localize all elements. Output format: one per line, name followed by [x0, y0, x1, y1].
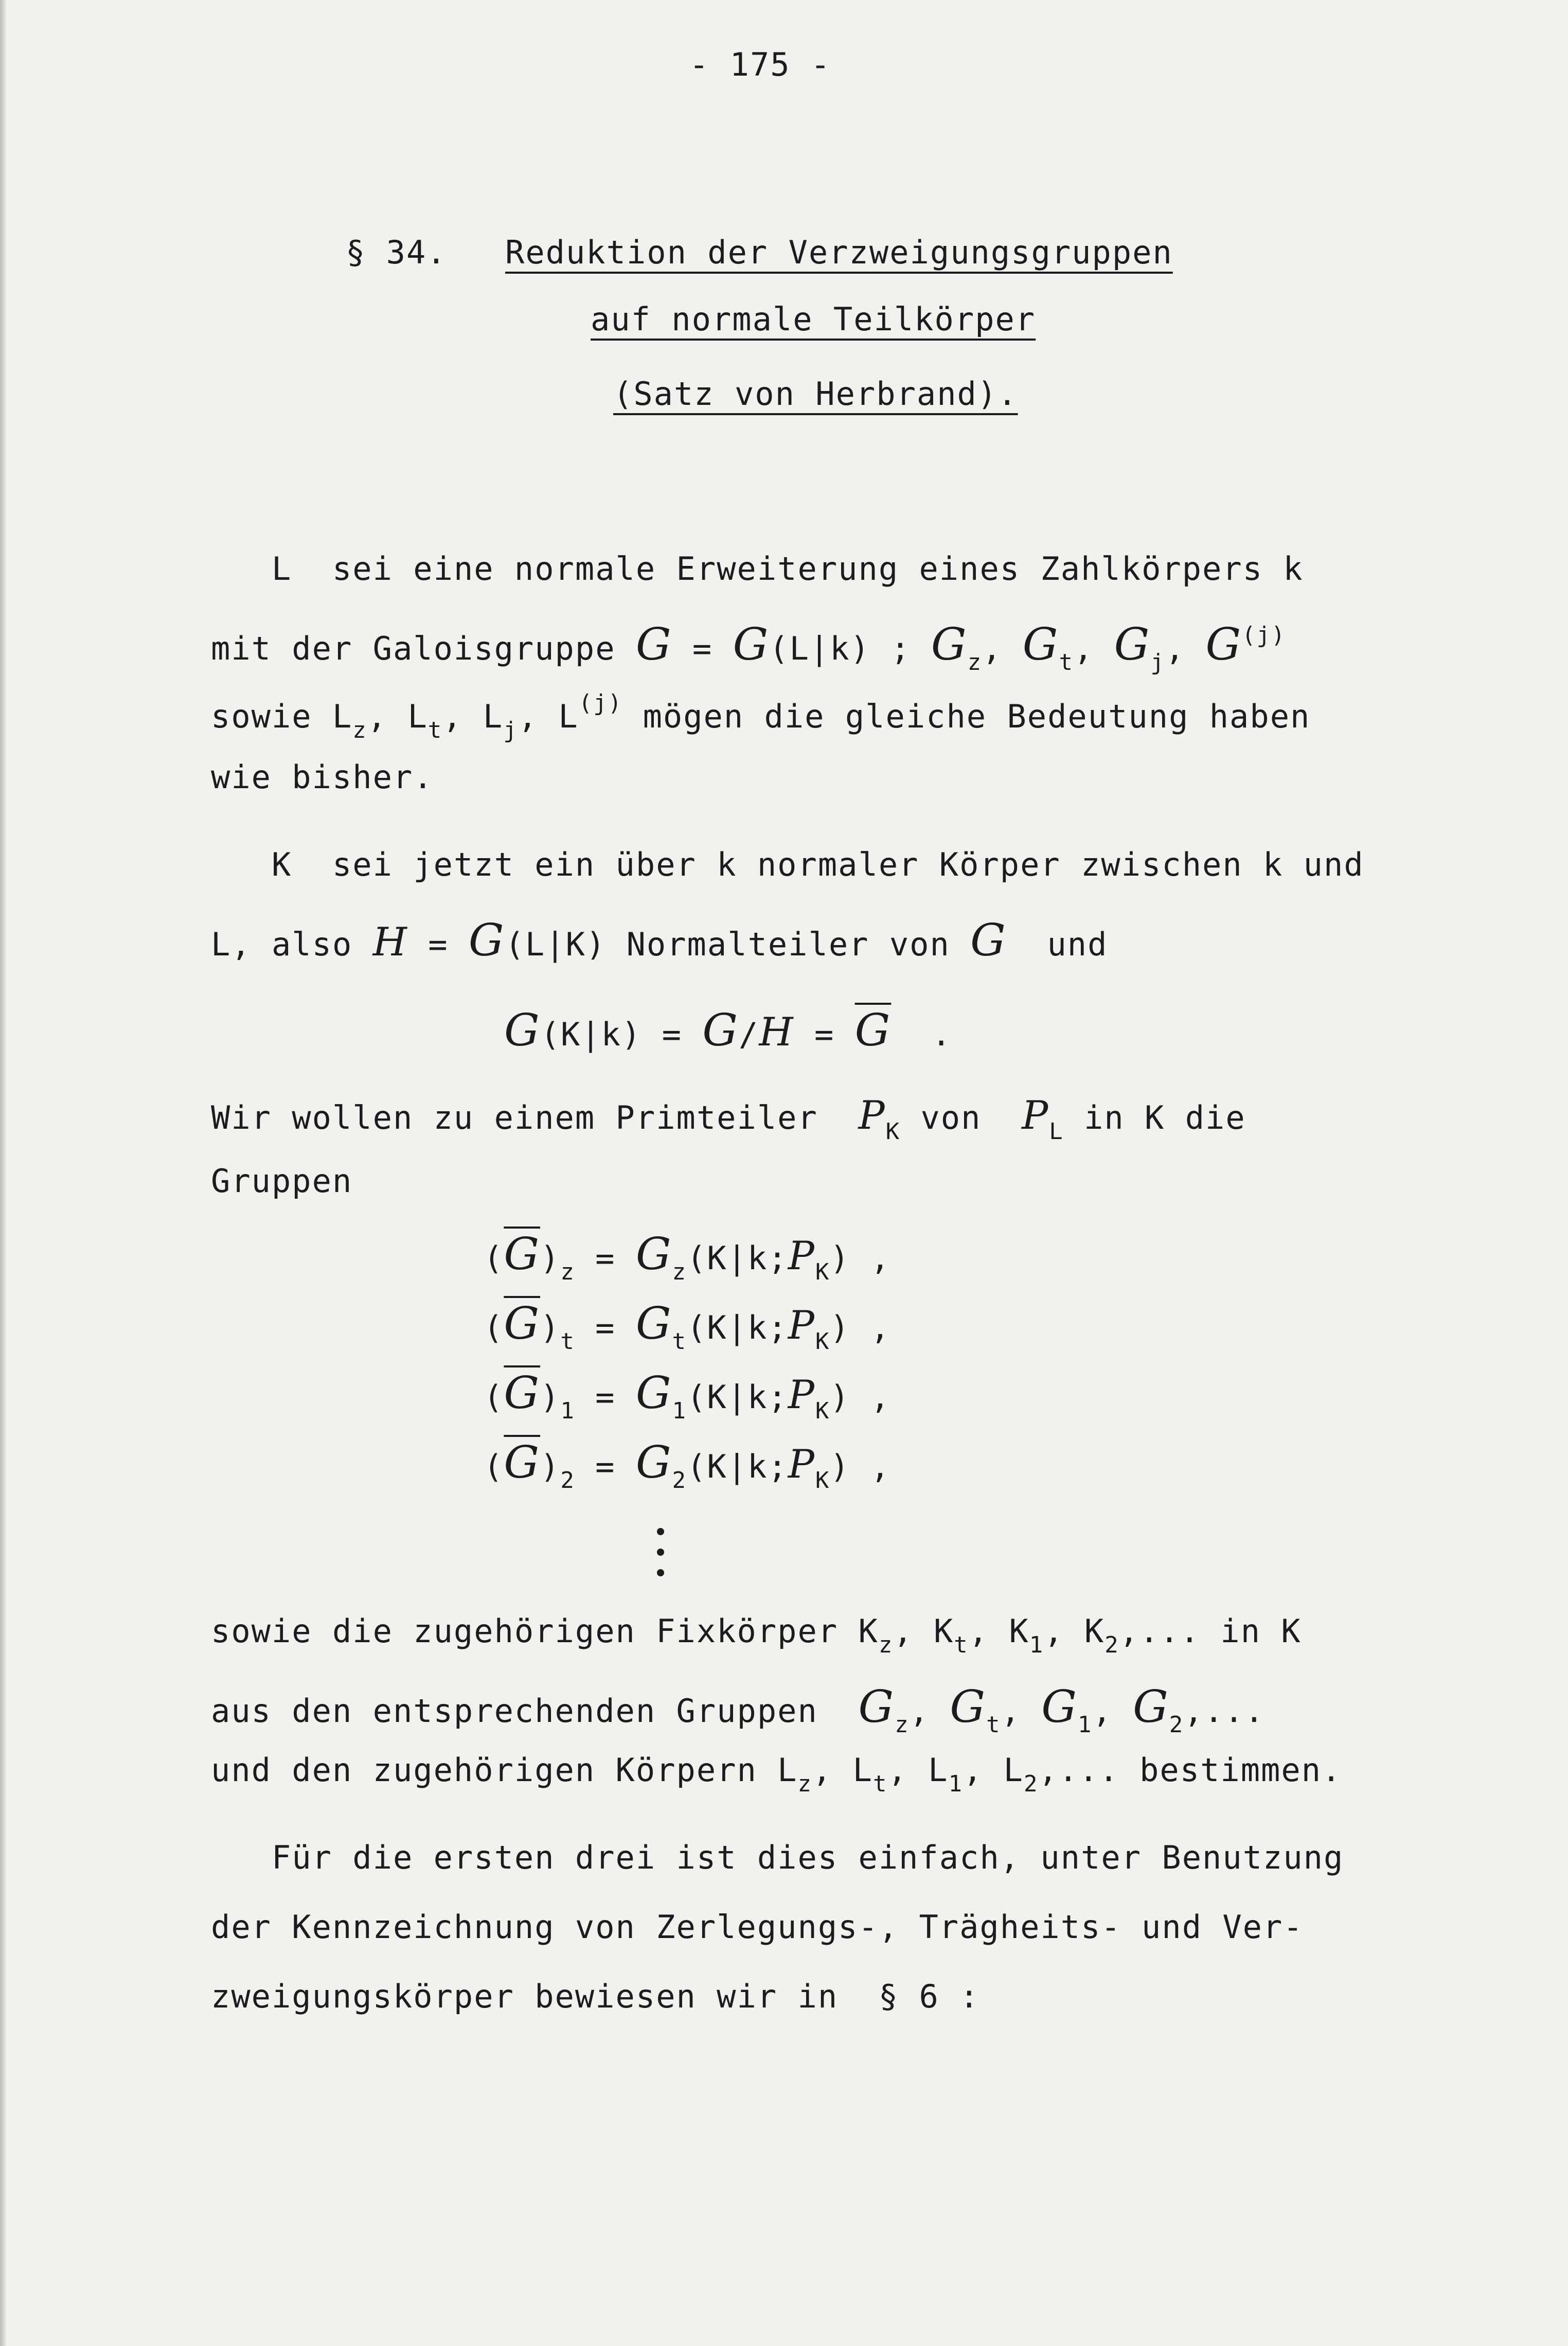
vertical-ellipsis-dot-2	[657, 1549, 664, 1556]
formula-g: G	[970, 915, 1007, 966]
para2-line2	[211, 915, 1108, 966]
para2-line2-prefix: L, also	[211, 926, 353, 963]
para1-line2-text: mit der Galoisgruppe	[211, 630, 616, 667]
para4-line1-suffix: in K	[1220, 1612, 1302, 1650]
formula-group-t: $(\overline{G})_t$ = $G_t(K|k;P_K)$ ,	[484, 1298, 891, 1355]
formula-group-z: $(\overline{G})_z$ = $G_z(K|k;P_K)$ ,	[484, 1229, 891, 1285]
para4-line3	[211, 1751, 1342, 1797]
para5-line2: der Kennzeichnung von Zerlegungs-, Trägheits- und Ver-	[211, 1908, 1304, 1946]
para4-line2	[211, 1681, 1265, 1738]
formula-prime-k: $P_K$	[858, 1092, 901, 1145]
formula-galois-group: G = G(L|k) ; $G_z$, $G_t$, $G_j$, $G^{(j)}$	[635, 619, 1286, 676]
heading-line-3: (Satz von Herbrand).	[613, 375, 1018, 413]
para5-line3: zweigungskörper bewiesen wir in § 6 :	[211, 1978, 980, 2015]
para4-line2-prefix: aus den entsprechenden Gruppen	[211, 1692, 818, 1730]
para2-line2-mid: Normalteiler von	[626, 926, 950, 963]
para4-line3-prefix: und den zugehörigen Körpern	[211, 1751, 757, 1789]
formula-group-2: $(\overline{G})_2$ = $G_2(K|k;P_K)$ ,	[484, 1437, 891, 1494]
para1-line3	[211, 692, 1310, 742]
para4-line3-suffix: bestimmen.	[1139, 1751, 1342, 1789]
formula-groups-list: $G_z$, $G_t$, $G_1$, $G_2$,...	[858, 1681, 1265, 1738]
formula-quotient-group: $G(K|k) = G/H = \overline{G}$ .	[504, 1005, 952, 1056]
formula-normal-subgroup: H = G(L|K)	[372, 915, 607, 966]
para3-line1-mid: von	[920, 1099, 982, 1136]
formula-fields: $L_z$, $L_t$, $L_j$, $L^{(j)}$	[332, 690, 623, 743]
section-number: § 34.	[346, 234, 447, 271]
para4-line1-prefix: sowie die zugehörigen Fixkörper	[211, 1612, 839, 1650]
para1-line3-suffix: mögen die gleiche Bedeutung haben	[643, 698, 1311, 735]
formula-fields-list: $L_z$, $L_t$, $L_1$, $L_2$,...	[777, 1751, 1119, 1797]
formula-prime-l: $P_L$	[1022, 1092, 1064, 1145]
page-number: - 175 -	[689, 46, 831, 83]
formula-fixfields: $K_z$, $K_t$, $K_1$, $K_2$,...	[858, 1612, 1201, 1658]
para1-line1: L sei eine normale Erweiterung eines Zahlkörpers k	[272, 550, 1304, 588]
vertical-ellipsis-dot-1	[657, 1528, 664, 1535]
scan-edge-shadow	[0, 0, 7, 2346]
heading-line-1: Reduktion der Verzweigungsgruppen	[505, 234, 1173, 271]
para1-line3-prefix: sowie	[211, 698, 312, 735]
para3-line2: Gruppen	[211, 1162, 353, 1200]
para3-line1	[211, 1092, 1246, 1145]
para2-line2-suffix: und	[1047, 926, 1108, 963]
para5-line1: Für die ersten drei ist dies einfach, unter Benutzung	[272, 1839, 1344, 1876]
formula-group-1: $(\overline{G})_1$ = $G_1(K|k;P_K)$ ,	[484, 1367, 891, 1424]
para3-line1-suffix: in K die	[1084, 1099, 1246, 1136]
para4-line1	[211, 1612, 1302, 1658]
heading-line-2: auf normale Teilkörper	[591, 300, 1036, 338]
para3-line1-prefix: Wir wollen zu einem Primteiler	[211, 1099, 818, 1136]
para1-line4: wie bisher.	[211, 758, 434, 796]
vertical-ellipsis-dot-3	[657, 1569, 664, 1576]
para1-line2	[211, 619, 1286, 676]
para2-line1: K sei jetzt ein über k normaler Körper zwischen k und	[272, 846, 1364, 883]
